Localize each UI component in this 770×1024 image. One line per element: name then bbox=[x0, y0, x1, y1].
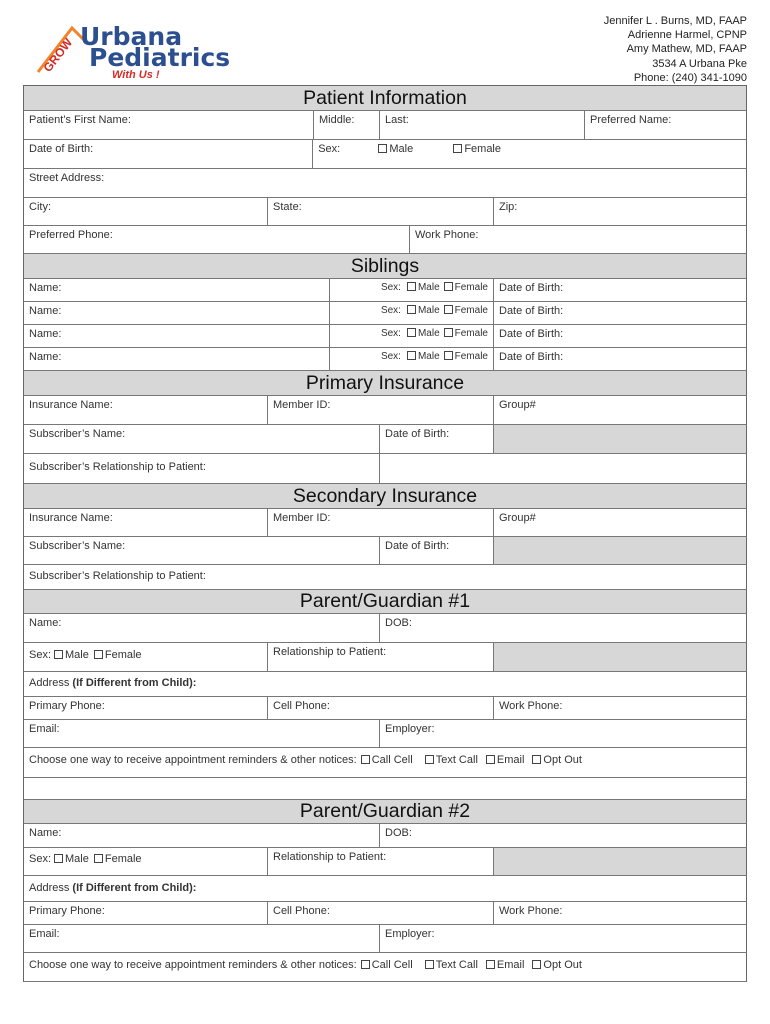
sibling-female-checkbox[interactable] bbox=[444, 282, 453, 291]
primary-relationship-value[interactable] bbox=[380, 454, 746, 483]
patient-preferred-name-field[interactable]: Preferred Name: bbox=[590, 114, 672, 126]
patient-state-field[interactable]: State: bbox=[268, 198, 494, 225]
secondary-subscriber-name-field[interactable]: Subscriber’s Name: bbox=[24, 537, 380, 564]
secondary-relationship-field[interactable]: Subscriber’s Relationship to Patient: bbox=[29, 570, 206, 582]
logo-arc-text: GROW bbox=[40, 35, 76, 75]
guardian1-male-checkbox[interactable] bbox=[54, 650, 63, 659]
guardian2-primary-phone-field[interactable]: Primary Phone: bbox=[24, 902, 268, 924]
patient-street-address-field[interactable]: Street Address: bbox=[29, 172, 105, 184]
patient-female-checkbox[interactable] bbox=[453, 144, 462, 153]
registration-form bbox=[23, 85, 747, 982]
section-secondary-insurance: Secondary Insurance bbox=[23, 484, 747, 509]
contact-line: Adrienne Harmel, CPNP bbox=[627, 29, 747, 42]
guardian2-employer-field[interactable]: Employer: bbox=[385, 928, 435, 940]
contact-line: 3534 A Urbana Pke bbox=[652, 57, 747, 70]
sibling-sex-field: Sex: Male Female bbox=[330, 348, 494, 370]
guardian1-sex-field: Sex: Male Female bbox=[24, 643, 268, 671]
patient-first-name-field[interactable]: Patient’s First Name: bbox=[24, 111, 314, 139]
sibling-name-field[interactable]: Name: bbox=[24, 348, 330, 370]
primary-subscriber-dob-field[interactable]: Date of Birth: bbox=[380, 425, 494, 453]
logo-line1: Urbana bbox=[80, 22, 183, 51]
guardian2-opt-out-checkbox[interactable] bbox=[532, 960, 541, 969]
guardian1-reminder-preference: Choose one way to receive appointment reminders & other notices: Call Cell Text Call Email Opt Out bbox=[29, 754, 582, 766]
guardian2-call-cell-checkbox[interactable] bbox=[361, 960, 370, 969]
section-siblings: Siblings bbox=[23, 254, 747, 279]
sibling-sex-field: Sex: Male Female bbox=[330, 325, 494, 347]
guardian1-name-field[interactable]: Name: bbox=[24, 614, 380, 642]
contact-line: Amy Mathew, MD, FAAP bbox=[626, 43, 747, 56]
guardian2-work-phone-field[interactable]: Work Phone: bbox=[499, 905, 563, 917]
sibling-name-field[interactable]: Name: bbox=[24, 325, 330, 347]
guardian1-call-cell-checkbox[interactable] bbox=[361, 755, 370, 764]
guardian2-reminder-preference: Choose one way to receive appointment reminders & other notices: Call Cell Text Call Email Opt Out bbox=[29, 959, 582, 971]
guardian2-shaded-cell bbox=[494, 848, 746, 875]
guardian2-address-field[interactable]: Address (If Different from Child): bbox=[29, 882, 197, 894]
patient-preferred-phone-field[interactable]: Preferred Phone: bbox=[24, 226, 410, 253]
sibling-female-checkbox[interactable] bbox=[444, 328, 453, 337]
sibling-dob-field[interactable]: Date of Birth: bbox=[499, 328, 564, 340]
logo-line2: Pediatrics bbox=[89, 43, 231, 72]
guardian1-address-field[interactable]: Address (If Different from Child): bbox=[29, 677, 197, 689]
guardian2-email-checkbox[interactable] bbox=[486, 960, 495, 969]
practice-contact bbox=[604, 14, 747, 85]
sibling-sex-field: Sex: Male Female bbox=[330, 279, 494, 301]
sibling-male-checkbox[interactable] bbox=[407, 328, 416, 337]
contact-line: Jennifer L . Burns, MD, FAAP bbox=[603, 15, 747, 27]
guardian2-sex-field: Sex: Male Female bbox=[24, 848, 268, 875]
patient-dob-field[interactable]: Date of Birth: bbox=[24, 140, 313, 168]
sibling-name-field[interactable]: Name: bbox=[24, 302, 330, 324]
sibling-dob-field[interactable]: Date of Birth: bbox=[499, 305, 564, 317]
patient-sex-field: Sex: Male Female bbox=[318, 143, 501, 155]
contact-line: Phone: (240) 341-1090 bbox=[633, 71, 747, 84]
secondary-shaded-cell bbox=[494, 537, 746, 564]
guardian1-text-call-checkbox[interactable] bbox=[425, 755, 434, 764]
guardian1-work-phone-field[interactable]: Work Phone: bbox=[499, 700, 563, 712]
primary-member-id-field[interactable]: Member ID: bbox=[268, 396, 494, 424]
patient-middle-field[interactable]: Middle: bbox=[314, 111, 380, 139]
sibling-male-checkbox[interactable] bbox=[407, 351, 416, 360]
guardian1-email-field[interactable]: Email: bbox=[24, 720, 380, 747]
sibling-dob-field[interactable]: Date of Birth: bbox=[499, 282, 564, 294]
guardian1-shaded-cell bbox=[494, 643, 746, 671]
patient-zip-field[interactable]: Zip: bbox=[499, 201, 518, 213]
guardian2-cell-phone-field[interactable]: Cell Phone: bbox=[268, 902, 494, 924]
secondary-insurance-name-field[interactable]: Insurance Name: bbox=[24, 509, 268, 536]
primary-relationship-field[interactable]: Subscriber’s Relationship to Patient: bbox=[24, 454, 380, 483]
primary-insurance-name-field[interactable]: Insurance Name: bbox=[24, 396, 268, 424]
primary-subscriber-name-field[interactable]: Subscriber’s Name: bbox=[24, 425, 380, 453]
guardian1-female-checkbox[interactable] bbox=[94, 650, 103, 659]
secondary-member-id-field[interactable]: Member ID: bbox=[268, 509, 494, 536]
guardian2-dob-field[interactable]: DOB: bbox=[385, 827, 412, 839]
logo-tagline: With Us ! bbox=[112, 69, 160, 80]
guardian1-employer-field[interactable]: Employer: bbox=[385, 723, 435, 735]
primary-group-field[interactable]: Group# bbox=[499, 399, 536, 411]
guardian2-female-checkbox[interactable] bbox=[94, 854, 103, 863]
section-spacer bbox=[23, 778, 747, 799]
section-guardian-1: Parent/Guardian #1 bbox=[23, 590, 747, 614]
sibling-male-checkbox[interactable] bbox=[407, 282, 416, 291]
sibling-female-checkbox[interactable] bbox=[444, 351, 453, 360]
sibling-sex-field: Sex: Male Female bbox=[330, 302, 494, 324]
guardian2-name-field[interactable]: Name: bbox=[24, 824, 380, 847]
patient-city-field[interactable]: City: bbox=[24, 198, 268, 225]
section-primary-insurance: Primary Insurance bbox=[23, 371, 747, 396]
guardian1-opt-out-checkbox[interactable] bbox=[532, 755, 541, 764]
patient-last-field[interactable]: Last: bbox=[380, 111, 585, 139]
patient-work-phone-field[interactable]: Work Phone: bbox=[415, 229, 479, 241]
sibling-dob-field[interactable]: Date of Birth: bbox=[499, 351, 564, 363]
guardian2-text-call-checkbox[interactable] bbox=[425, 960, 434, 969]
secondary-subscriber-dob-field[interactable]: Date of Birth: bbox=[380, 537, 494, 564]
guardian2-relationship-field[interactable]: Relationship to Patient: bbox=[268, 848, 494, 875]
section-guardian-2: Parent/Guardian #2 bbox=[23, 799, 747, 824]
guardian1-primary-phone-field[interactable]: Primary Phone: bbox=[24, 697, 268, 719]
guardian2-email-field[interactable]: Email: bbox=[24, 925, 380, 952]
guardian1-relationship-field[interactable]: Relationship to Patient: bbox=[268, 643, 494, 671]
guardian1-email-checkbox[interactable] bbox=[486, 755, 495, 764]
patient-male-checkbox[interactable] bbox=[378, 144, 387, 153]
section-patient-information: Patient Information bbox=[23, 85, 747, 111]
secondary-group-field[interactable]: Group# bbox=[499, 512, 536, 524]
urbana-pediatrics-logo bbox=[34, 18, 244, 80]
primary-shaded-cell bbox=[494, 425, 746, 453]
sibling-male-checkbox[interactable] bbox=[407, 305, 416, 314]
guardian1-cell-phone-field[interactable]: Cell Phone: bbox=[268, 697, 494, 719]
sibling-female-checkbox[interactable] bbox=[444, 305, 453, 314]
sibling-name-field[interactable]: Name: bbox=[24, 279, 330, 301]
guardian1-dob-field[interactable]: DOB: bbox=[385, 617, 412, 629]
guardian2-male-checkbox[interactable] bbox=[54, 854, 63, 863]
